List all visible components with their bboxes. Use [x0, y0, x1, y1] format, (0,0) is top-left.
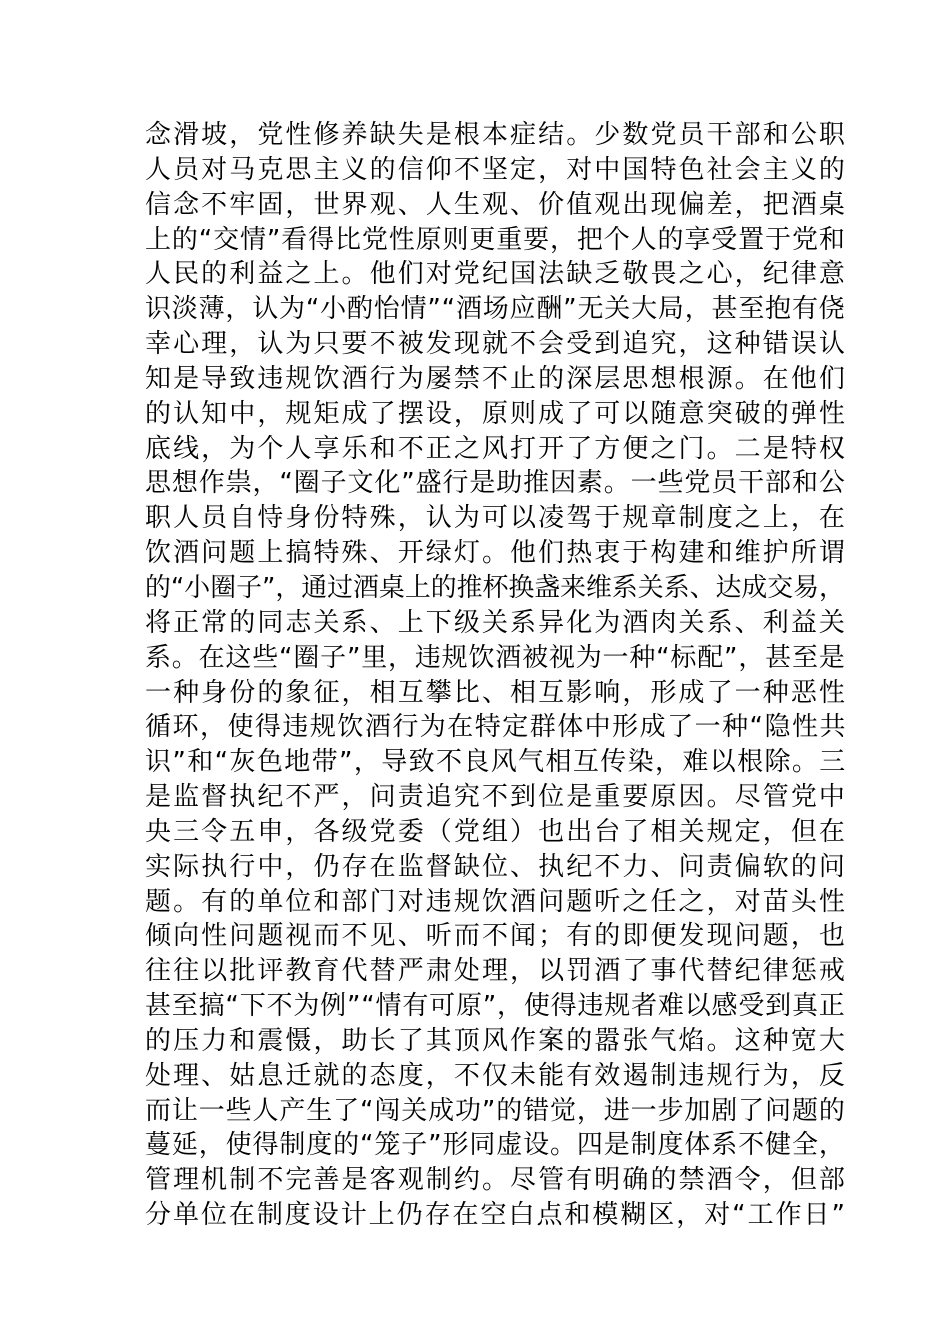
- text-line: 底线，为个人享乐和不正之风打开了方便之门。二是特权: [145, 433, 848, 464]
- text-line: 分单位在制度设计上仍存在空白点和模糊区，对“工作日”: [145, 1200, 847, 1231]
- text-line: 的认知中，规矩成了摆设，原则成了可以随意突破的弹性: [145, 398, 848, 429]
- text-line: 的压力和震慑，助长了其顶风作案的嚣张气焰。这种宽大: [145, 1025, 848, 1056]
- text-line: 职人员自恃身份特殊，认为可以凌驾于规章制度之上，在: [145, 503, 848, 534]
- text-line: 思想作祟，“圈子文化”盛行是助推因素。一些党员干部和公: [145, 468, 846, 499]
- text-line: 上的“交情”看得比党性原则更重要，把个人的享受置于党和: [145, 224, 846, 255]
- text-line: 信念不牢固，世界观、人生观、价值观出现偏差，把酒桌: [145, 189, 848, 220]
- text-line: 实际执行中，仍存在监督缺位、执纪不力、问责偏软的问: [145, 851, 848, 882]
- text-line: 将正常的同志关系、上下级关系异化为酒肉关系、利益关: [145, 607, 848, 638]
- text-line: 管理机制不完善是客观制约。尽管有明确的禁酒令，但部: [145, 1165, 848, 1196]
- text-line: 系。在这些“圈子”里，违规饮酒被视为一种“标配”，甚至是: [145, 642, 846, 673]
- text-line: 处理、姑息迁就的态度，不仅未能有效遏制违规行为，反: [145, 1060, 848, 1091]
- text-line: 人民的利益之上。他们对党纪国法缺乏敬畏之心，纪律意: [145, 259, 848, 290]
- text-line: 人员对马克思主义的信仰不坚定，对中国特色社会主义的: [145, 154, 848, 185]
- text-line: 蔓延，使得制度的“笼子”形同虚设。四是制度体系不健全，: [145, 1130, 846, 1161]
- text-line: 识淡薄，认为“小酌怡情”“酒场应酬”无关大局，甚至抱有侥: [145, 294, 846, 325]
- text-line: 识”和“灰色地带”，导致不良风气相互传染，难以根除。三: [145, 747, 847, 778]
- text-line: 幸心理，认为只要不被发现就不会受到追究，这种错误认: [145, 329, 848, 360]
- text-line: 的“小圈子”，通过酒桌上的推杯换盏来维系关系、达成交易，: [145, 572, 845, 603]
- text-line: 往往以批评教育代替严肃处理，以罚酒了事代替纪律惩戒: [145, 956, 848, 987]
- text-line: 知是导致违规饮酒行为屡禁不止的深层思想根源。在他们: [145, 363, 848, 394]
- text-line: 甚至搞“下不为例”“情有可原”，使得违规者难以感受到真正: [145, 991, 846, 1022]
- text-line: 循环，使得违规饮酒行为在特定群体中形成了一种“隐性共: [145, 712, 847, 743]
- text-line: 念滑坡，党性修养缺失是根本症结。少数党员干部和公职: [145, 120, 848, 150]
- text-line: 题。有的单位和部门对违规饮酒问题听之任之，对苗头性: [145, 886, 848, 917]
- text-line: 一种身份的象征，相互攀比、相互影响，形成了一种恶性: [145, 677, 848, 708]
- text-line: 饮酒问题上搞特殊、开绿灯。他们热衷于构建和维护所谓: [145, 538, 848, 569]
- text-line: 央三令五申，各级党委（党组）也出台了相关规定，但在: [145, 816, 848, 847]
- text-line: 而让一些人产生了“闯关成功”的错觉，进一步加剧了问题的: [145, 1095, 846, 1126]
- text-line: 是监督执纪不严，问责追究不到位是重要原因。尽管党中: [145, 782, 848, 813]
- body-paragraph: [145, 118, 848, 1233]
- text-line: 倾向性问题视而不见、听而不闻；有的即便发现问题，也: [145, 921, 848, 952]
